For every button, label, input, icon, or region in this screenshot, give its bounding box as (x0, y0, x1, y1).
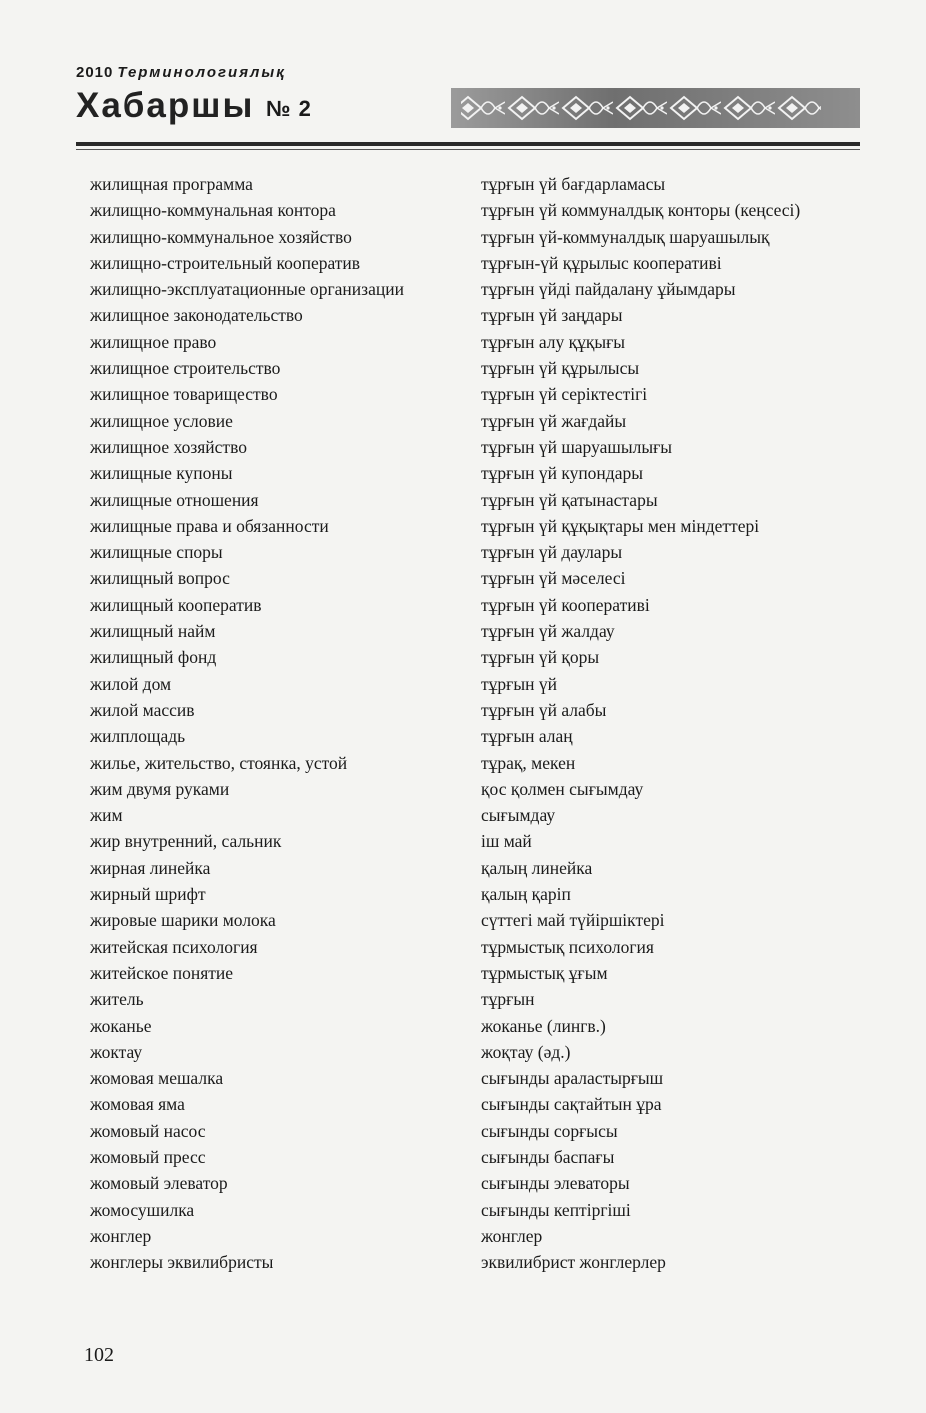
glossary-entries (90, 171, 860, 1275)
term-kazakh: тұрғын алаң (481, 726, 573, 747)
glossary-row (90, 1065, 860, 1091)
term-kazakh: іш май (481, 831, 532, 852)
term-russian: житель (90, 989, 144, 1010)
glossary-row (90, 776, 860, 802)
term-russian: жилищно-эксплуатационные организации (90, 279, 404, 300)
term-kazakh: тұрғын үй-коммуналдық шаруашылық (481, 226, 770, 247)
term-kazakh: тұрғын үй купондары (481, 463, 643, 484)
term-russian: жилищные отношения (90, 489, 259, 510)
glossary-row (90, 881, 860, 907)
glossary-row (90, 276, 860, 302)
term-kazakh: тұрғын үй жағдайы (481, 410, 627, 431)
term-russian: житейская психология (90, 936, 258, 957)
term-russian: жонглеры эквилибристы (90, 1252, 274, 1273)
term-kazakh: тұрақ, мекен (481, 752, 576, 773)
header-rule-thick (76, 142, 860, 146)
header-title-row (76, 86, 860, 132)
term-kazakh: сүттегі май түйіршіктері (481, 910, 665, 931)
term-russian: жилищный найм (90, 621, 216, 642)
glossary-row (90, 802, 860, 828)
term-kazakh: тұрғын үй кооперативі (481, 594, 650, 615)
term-russian: жилищно-коммунальная контора (90, 200, 336, 221)
term-russian: жилищный фонд (90, 647, 217, 668)
term-kazakh: тұрғын үйді пайдалану ұйымдары (481, 279, 736, 300)
term-kazakh: қалың қаріп (481, 884, 571, 905)
term-russian: жилищные купоны (90, 463, 233, 484)
glossary-row (90, 1091, 860, 1117)
term-russian: жирный шрифт (90, 884, 206, 905)
issue-number: № 2 (266, 96, 312, 121)
term-kazakh: тұрғын үй даулары (481, 542, 623, 563)
term-russian: жирная линейка (90, 857, 211, 878)
term-kazakh: қос қолмен сығымдау (481, 778, 644, 799)
term-russian: жоканье (90, 1015, 152, 1036)
page-number: 102 (84, 1344, 114, 1366)
glossary-row (90, 250, 860, 276)
term-russian: жилищное условие (90, 410, 233, 431)
header-series: Терминологиялық (117, 64, 286, 81)
term-russian: жилищные права и обязанности (90, 515, 329, 536)
term-kazakh: тұрғын үй жалдау (481, 621, 615, 642)
glossary-row (90, 723, 860, 749)
glossary-row (90, 986, 860, 1012)
term-kazakh: жоқтау (әд.) (481, 1041, 571, 1062)
glossary-row (90, 408, 860, 434)
term-kazakh: тұрғын (481, 989, 535, 1010)
glossary-row (90, 487, 860, 513)
term-russian: жилищно-коммунальное хозяйство (90, 226, 352, 247)
term-russian: жилищные споры (90, 542, 223, 563)
term-russian: жилищное строительство (90, 358, 281, 379)
glossary-row (90, 671, 860, 697)
term-russian: жилищное законодательство (90, 305, 303, 326)
ornament-pattern-icon (451, 88, 860, 128)
term-kazakh: жоканье (лингв.) (481, 1015, 606, 1036)
term-kazakh: сығымдау (481, 805, 556, 826)
glossary-row (90, 1118, 860, 1144)
term-kazakh: тұрғын үй коммуналдық конторы (кеңсесі) (481, 200, 801, 221)
journal-title: Хабаршы (76, 86, 255, 125)
term-kazakh: тұрғын үй алабы (481, 699, 607, 720)
term-kazakh: сығынды кептіргіші (481, 1199, 631, 1220)
term-russian: жилье, жительство, стоянка, устой (90, 752, 348, 773)
glossary-row (90, 960, 860, 986)
term-russian: жилищное право (90, 331, 217, 352)
term-kazakh: сығынды баспағы (481, 1146, 615, 1167)
glossary-row (90, 750, 860, 776)
glossary-row (90, 197, 860, 223)
term-kazakh: тұрмыстық психология (481, 936, 654, 957)
glossary-row (90, 171, 860, 197)
term-russian: жилищный кооператив (90, 594, 262, 615)
term-russian: жир внутренний, сальник (90, 831, 282, 852)
journal-header (76, 64, 860, 154)
term-russian: жилищное товарищество (90, 384, 278, 405)
term-russian: жилищный вопрос (90, 568, 230, 589)
term-russian: жилой массив (90, 699, 195, 720)
term-kazakh: тұрғын үй шаруашылығы (481, 436, 673, 457)
term-russian: жилищно-строительный кооператив (90, 252, 361, 273)
term-kazakh: тұрғын-үй құрылыс кооперативі (481, 252, 722, 273)
term-russian: жомовая яма (90, 1094, 185, 1115)
glossary-row (90, 697, 860, 723)
term-kazakh: тұрғын үй қоры (481, 647, 600, 668)
glossary-row (90, 329, 860, 355)
term-russian: жомовый насос (90, 1120, 206, 1141)
glossary-row (90, 1170, 860, 1196)
glossary-row (90, 224, 860, 250)
term-russian: жонглер (90, 1225, 152, 1246)
glossary-row (90, 592, 860, 618)
term-kazakh: тұрғын үй қатынастары (481, 489, 658, 510)
term-kazakh: тұрғын үй серіктестігі (481, 384, 648, 405)
glossary-row (90, 907, 860, 933)
term-russian: жомосушилка (90, 1199, 195, 1220)
glossary-row (90, 355, 860, 381)
term-kazakh: тұрғын үй құқықтары мен міндеттері (481, 515, 760, 536)
term-russian: жим двумя руками (90, 778, 230, 799)
glossary-row (90, 1039, 860, 1065)
term-kazakh: тұрғын үй мәселесі (481, 568, 626, 589)
term-kazakh: тұрғын үй құрылысы (481, 358, 640, 379)
glossary-row (90, 381, 860, 407)
term-russian: жим (90, 805, 123, 826)
glossary-row (90, 1013, 860, 1039)
term-russian: жилищное хозяйство (90, 436, 247, 457)
term-kazakh: қалың линейка (481, 857, 593, 878)
header-year: 2010 (76, 64, 114, 81)
term-russian: жомовая мешалка (90, 1068, 224, 1089)
glossary-row (90, 460, 860, 486)
term-kazakh: эквилибрист жонглерлер (481, 1252, 666, 1273)
term-russian: жилищная программа (90, 174, 253, 194)
glossary-row (90, 539, 860, 565)
glossary-row (90, 934, 860, 960)
term-russian: жилой дом (90, 673, 172, 694)
glossary-row (90, 1249, 860, 1275)
term-kazakh: сығынды сорғысы (481, 1120, 618, 1141)
term-kazakh: сығынды элеваторы (481, 1173, 630, 1194)
glossary-row (90, 828, 860, 854)
glossary-row (90, 855, 860, 881)
glossary-row (90, 434, 860, 460)
term-russian: жилплощадь (90, 726, 186, 747)
term-kazakh: тұрмыстық ұғым (481, 962, 608, 983)
term-kazakh: жонглер (481, 1225, 543, 1246)
term-russian: житейское понятие (90, 962, 234, 983)
glossary-row (90, 644, 860, 670)
term-russian: жировые шарики молока (90, 910, 276, 931)
term-kazakh: сығынды араластырғыш (481, 1068, 664, 1089)
term-russian: жомовый элеватор (90, 1173, 228, 1194)
term-kazakh: тұрғын алу құқығы (481, 331, 626, 352)
glossary-row (90, 1223, 860, 1249)
glossary-row (90, 302, 860, 328)
term-kazakh: сығынды сақтайтын ұра (481, 1094, 662, 1115)
glossary-row (90, 565, 860, 591)
header-rule-thin (76, 149, 860, 150)
glossary-row (90, 513, 860, 539)
glossary-row (90, 1197, 860, 1223)
header-year-line (76, 64, 286, 81)
glossary-row (90, 618, 860, 644)
term-kazakh: тұрғын үй (481, 673, 557, 694)
ornament-band (451, 88, 860, 128)
glossary-row (90, 1144, 860, 1170)
term-kazakh: тұрғын үй бағдарламасы (481, 174, 666, 194)
term-russian: жомовый пресс (90, 1146, 206, 1167)
term-russian: жоктау (90, 1041, 143, 1062)
term-kazakh: тұрғын үй заңдары (481, 305, 623, 326)
